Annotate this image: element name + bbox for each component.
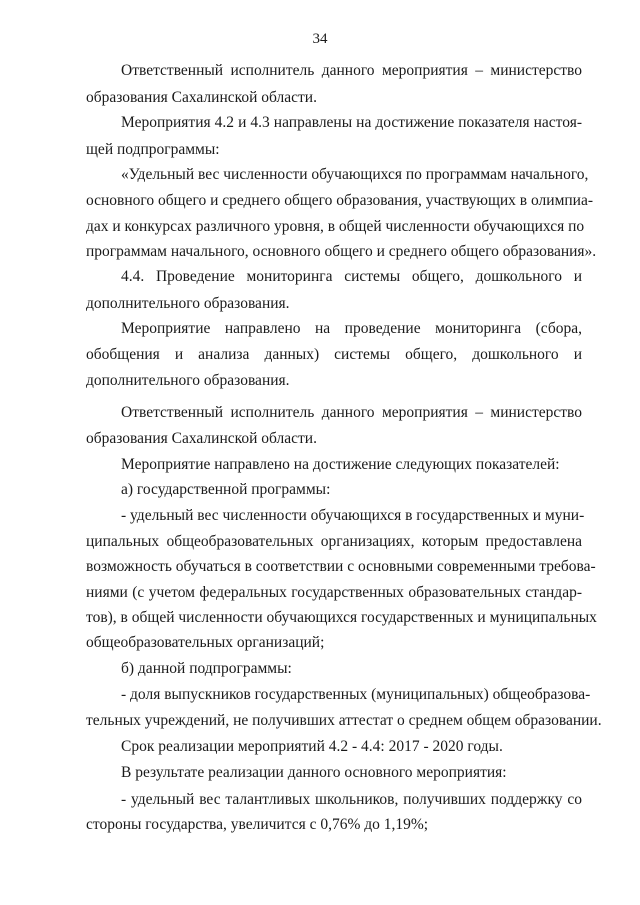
text-line: дополнительного образования. — [86, 372, 290, 389]
text-line: стороны государства, увеличится с 0,76% до 1,19%; — [86, 816, 429, 833]
text-line: дополнительного образования. — [86, 295, 290, 312]
text-line: - удельный вес численности обучающихся в государственных и муни- — [121, 507, 585, 524]
text-line: обобщения и анализа данных) системы общего, дошкольного и — [86, 346, 582, 363]
text-line: щей подпрограммы: — [86, 141, 220, 158]
text-line: - доля выпускников государственных (муниципальных) общеобразова- — [121, 686, 591, 703]
text-line: дах и конкурсах различного уровня, в общей численности обучающихся по — [86, 218, 585, 235]
text-line: Мероприятие направлено на достижение следующих показателей: — [121, 456, 560, 473]
text-line: В результате реализации данного основного мероприятия: — [121, 764, 507, 781]
page-number: 34 — [312, 31, 328, 47]
text-line: ниями (с учетом федеральных государственных образовательных стандар- — [86, 584, 582, 601]
text-line: б) данной подпрограммы: — [121, 660, 292, 677]
text-line: общеобразовательных организаций; — [86, 634, 325, 651]
text-line: - удельный вес талантливых школьников, получивших поддержку со — [121, 791, 582, 808]
text-line: тов), в общей численности обучающихся государственных и муниципальных — [86, 609, 597, 626]
text-line: а) государственной программы: — [121, 481, 331, 498]
text-line: образования Сахалинской области. — [86, 430, 317, 447]
text-line: тельных учреждений, не получивших аттестат о среднем общем образовании. — [86, 712, 602, 729]
text-line: Мероприятия 4.2 и 4.3 направлены на достижение показателя настоя- — [121, 114, 582, 131]
text-line: программам начального, основного общего и среднего общего образования». — [86, 243, 597, 260]
text-line: Ответственный исполнитель данного мероприятия – министерство — [121, 62, 582, 79]
text-line: основного общего и среднего общего образования, участвующих в олимпиа- — [86, 192, 594, 209]
text-line: образования Сахалинской области. — [86, 89, 317, 106]
text-line: Мероприятие направлено на проведение мониторинга (сбора, — [121, 320, 582, 337]
text-line: Ответственный исполнитель данного мероприятия – министерство — [121, 404, 582, 421]
text-line: ципальных общеобразовательных организациях, которым предоставлена — [86, 533, 582, 550]
text-line: возможность обучаться в соответствии с основными современными требова- — [86, 558, 596, 575]
text-line: 4.4. Проведение мониторинга системы общего, дошкольного и — [121, 268, 582, 285]
text-line: «Удельный вес численности обучающихся по программам начального, — [121, 166, 589, 183]
text-line: Срок реализации мероприятий 4.2 - 4.4: 2017 - 2020 годы. — [121, 738, 503, 755]
